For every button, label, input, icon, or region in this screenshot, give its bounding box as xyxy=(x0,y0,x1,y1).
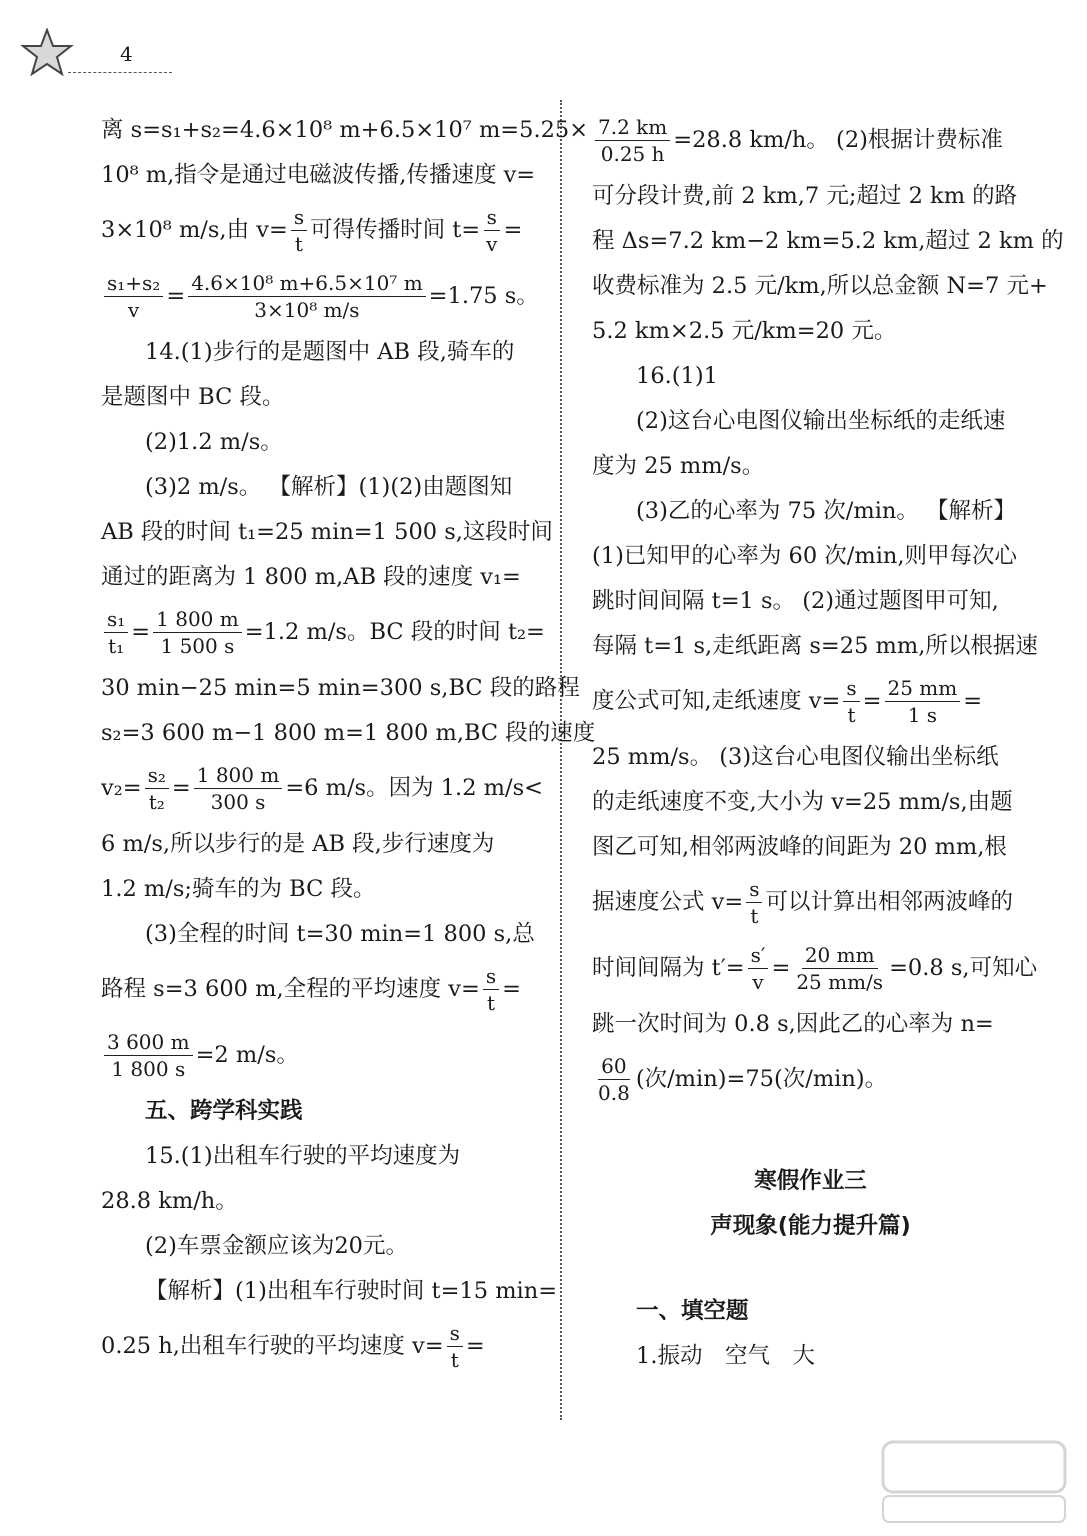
text-line: 5.2 km×2.5 元/km=20 元。 xyxy=(592,317,897,344)
text-line: 【解析】(1)出租车行驶时间 t=15 min= xyxy=(145,1277,558,1304)
formula-line: $\frac{3 600 m}{1 800 s}$ =2 m/s。 xyxy=(101,1022,537,1088)
text-line: 离 s=s₁+s₂=4.6×10⁸ m+6.5×10⁷ m=5.25× xyxy=(101,116,589,143)
fraction: $\frac{s}{t}$ xyxy=(291,204,307,257)
text-line: (2)车票金额应该为20元。 xyxy=(145,1232,409,1259)
formula-line: $\frac{60}{0.8}$ (次/min)=75(次/min)。 xyxy=(592,1046,1029,1112)
text-line: (3)2 m/s。 【解析】(1)(2)由题图知 xyxy=(145,473,513,500)
fraction: $\frac{s}{t}$ xyxy=(843,675,859,728)
text-line: 通过的距离为 1 800 m,AB 段的速度 v₁= xyxy=(101,563,521,590)
formula-line: $\frac{\text{s₁+s₂}}{v}$ = $\frac{\text{4.6×10⁸ m+6.5×10⁷ m}}{\text{3×10⁸ m/s}}$ =1.75 s。 xyxy=(101,263,537,329)
text-line: 15.(1)出租车行驶的平均速度为 xyxy=(145,1142,461,1169)
fraction: $\frac{1 800 m}{300 s}$ xyxy=(194,762,283,815)
fraction: $\frac{s}{t}$ xyxy=(483,963,499,1016)
fraction: $\frac{\text{4.6×10⁸ m+6.5×10⁷ m}}{\text{3×10⁸ m/s}}$ xyxy=(188,270,425,323)
text-line: 1.2 m/s;骑车的为 BC 段。 xyxy=(101,875,376,902)
fraction: $\frac{\text{s₁}}{\text{t₁}}$ xyxy=(104,606,128,659)
formula-line: 度公式可知,走纸速度 v= $\frac{s}{t}$ = $\frac{25 mm}{1 s}$ = xyxy=(592,675,983,727)
chapter-subtitle: 声现象(能力提升篇) xyxy=(710,1212,911,1239)
section-heading: 一、填空题 xyxy=(636,1297,749,1324)
text-line: (3)乙的心率为 75 次/min。 【解析】 xyxy=(636,497,1017,524)
chapter-title: 寒假作业三 xyxy=(754,1167,867,1194)
formula-line: v₂= $\frac{\text{s₂}}{\text{t₂}}$ = $\frac{1 800 m}{300 s}$ =6 m/s。因为 1.2 m/s< xyxy=(101,762,543,814)
text-line: (2)这台心电图仪输出坐标纸的走纸速 xyxy=(636,407,1006,434)
text-line: (2)1.2 m/s。 xyxy=(145,428,283,455)
fraction: $\frac{1 800 m}{1 500 s}$ xyxy=(153,606,242,659)
text-line: 6 m/s,所以步行的是 AB 段,步行速度为 xyxy=(101,830,495,857)
formula-line: $\frac{7.2 km}{0.25 h}$ =28.8 km/h。 (2)根据计费标准 xyxy=(592,107,1029,173)
text-line: 14.(1)步行的是题图中 AB 段,骑车的 xyxy=(145,338,515,365)
text-line: 每隔 t=1 s,走纸距离 s=25 mm,所以根据速 xyxy=(592,632,1038,659)
fraction: $\frac{25 mm}{1 s}$ xyxy=(885,675,961,728)
column-divider xyxy=(560,100,562,1420)
text-line: 的走纸速度不变,大小为 v=25 mm/s,由题 xyxy=(592,788,1013,815)
text-line: s₂=3 600 m−1 800 m=1 800 m,BC 段的速度 xyxy=(101,719,596,746)
formula-line: 时间间隔为 t′= $\frac{s'}{v}$ = $\frac{20 mm}{25 mm/s}$ =0.8 s,可知心 xyxy=(592,942,1038,994)
text-line: 度为 25 mm/s。 xyxy=(592,452,765,479)
text-line: 收费标准为 2.5 元/km,所以总金额 N=7 元+ xyxy=(592,272,1048,299)
text-line: 28.8 km/h。 xyxy=(101,1187,238,1214)
fraction: $\frac{s'}{v}$ xyxy=(748,942,769,995)
fraction: $\frac{s}{t}$ xyxy=(746,876,762,929)
fraction: $\frac{20 mm}{25 mm/s}$ xyxy=(796,942,884,994)
text-line: 可分段计费,前 2 km,7 元;超过 2 km 的路 xyxy=(592,182,1018,209)
formula-line: 3×10⁸ m/s,由 v= $\frac{s}{t}$ 可得传播时间 t= $\frac{s}{v}$ = xyxy=(101,204,523,256)
fraction: $\frac{60}{0.8}$ xyxy=(598,1053,630,1105)
formula-line: $\frac{\text{s₁}}{\text{t₁}}$ = $\frac{1 800 m}{1 500 s}$ =1.2 m/s。BC 段的时间 t₂= xyxy=(101,599,537,665)
text-line: (3)全程的时间 t=30 min=1 800 s,总 xyxy=(145,920,535,947)
text-line: 跳一次时间为 0.8 s,因此乙的心率为 n= xyxy=(592,1010,994,1037)
section-heading: 五、跨学科实践 xyxy=(145,1097,303,1124)
right-column xyxy=(592,107,1064,1378)
text-line: 25 mm/s。 (3)这台心电图仪输出坐标纸 xyxy=(592,743,999,770)
fraction: $\frac{7.2 km}{0.25 h}$ xyxy=(595,114,670,167)
text-line: 16.(1)1 xyxy=(636,362,718,389)
text-line: (1)已知甲的心率为 60 次/min,则甲每次心 xyxy=(592,542,1018,569)
text-line: 30 min−25 min=5 min=300 s,BC 段的路程 xyxy=(101,674,580,701)
text-line: 1.振动 空气 大 xyxy=(636,1342,815,1369)
fraction: $\frac{\text{s₁+s₂}}{v}$ xyxy=(104,270,163,323)
text-line: 图乙可知,相邻两波峰的间距为 20 mm,根 xyxy=(592,833,1007,860)
formula-line: 据速度公式 v= $\frac{s}{t}$ 可以计算出相邻两波峰的 xyxy=(592,876,1013,928)
text-line: 跳时间间隔 t=1 s。 (2)通过题图甲可知, xyxy=(592,587,999,614)
fraction: $\frac{3 600 m}{1 800 s}$ xyxy=(104,1029,193,1082)
header-rule xyxy=(68,72,172,73)
fraction: $\frac{s}{v}$ xyxy=(483,204,500,257)
formula-line: 路程 s=3 600 m,全程的平均速度 v= $\frac{s}{t}$ = xyxy=(101,963,521,1015)
text-line: 程 Δs=7.2 km−2 km=5.2 km,超过 2 km 的 xyxy=(592,227,1064,254)
left-column xyxy=(101,107,596,1379)
fraction: $\frac{s}{t}$ xyxy=(447,1320,463,1373)
fraction: $\frac{\text{s₂}}{\text{t₂}}$ xyxy=(145,762,169,815)
page-header xyxy=(20,28,160,78)
watermark-logo xyxy=(879,1436,1069,1526)
text-line: 10⁸ m,指令是通过电磁波传播,传播速度 v= xyxy=(101,161,536,188)
text-line: 是题图中 BC 段。 xyxy=(101,383,285,410)
text-line: AB 段的时间 t₁=25 min=1 500 s,这段时间 xyxy=(101,518,553,545)
formula-line: 0.25 h,出租车行驶的平均速度 v= $\frac{s}{t}$ = xyxy=(101,1320,485,1372)
page-number: 4 xyxy=(120,42,133,66)
star-icon xyxy=(20,28,74,78)
